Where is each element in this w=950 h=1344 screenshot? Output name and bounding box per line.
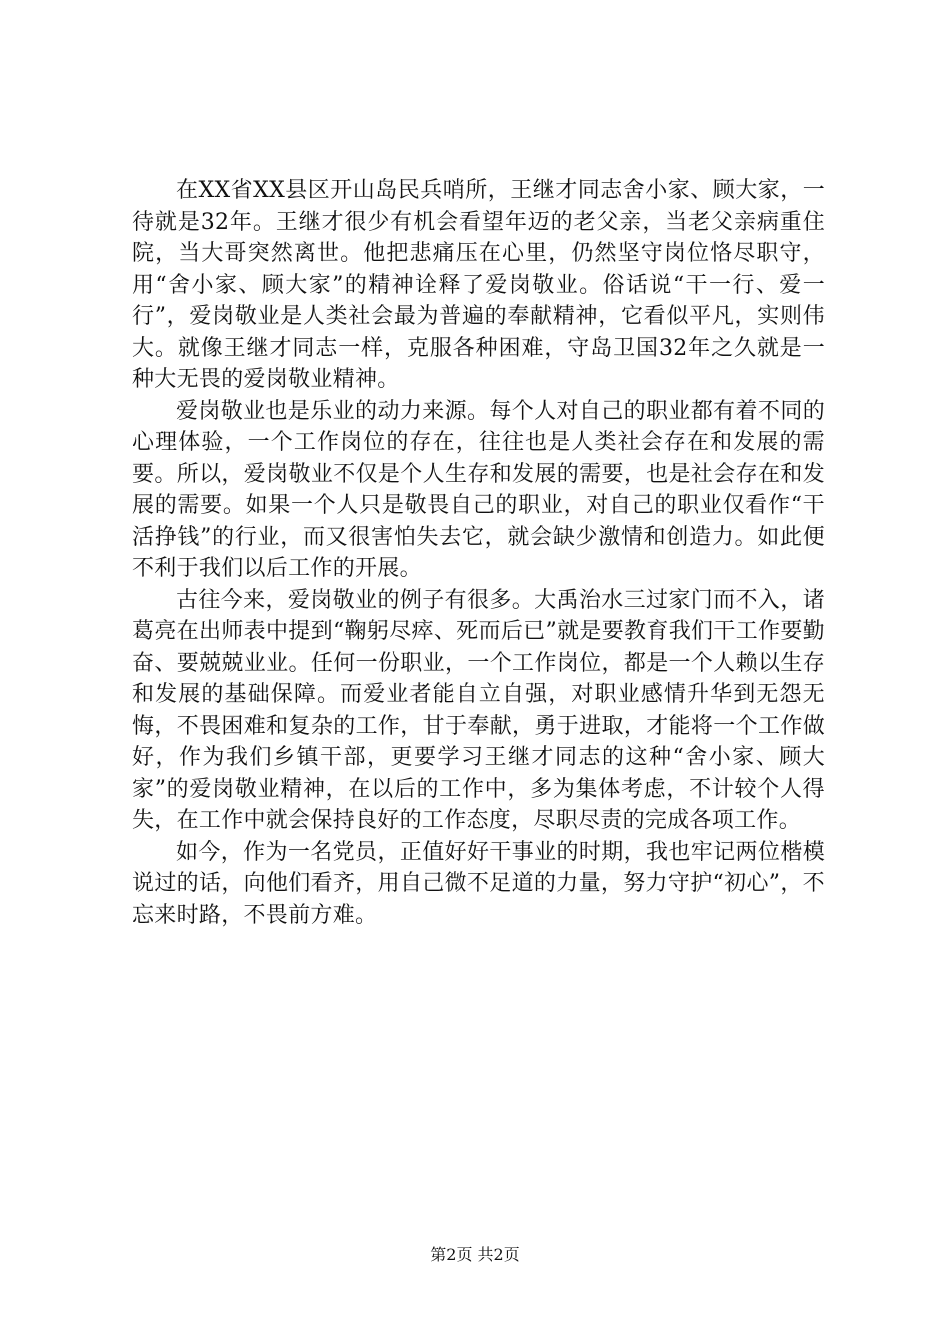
paragraph-1: 在XX省XX县区开山岛民兵哨所，王继才同志舍小家、顾大家，一待就是32年。王继才很少有机会看望年迈的老父亲，当老父亲病重住院，当大哥突然离世。他把悲痛压在心里，仍然坚守岗位恪尽职守，用“舍小家、顾大家”的精神诠释了爱岗敬业。俗话说“干一行、爱一行”，爱岗敬业是人类社会最为普遍的奉献精神，它看似平凡，实则伟大。就像王继才同志一样，克服各种困难，守岛卫国32年之久就是一种大无畏的爱岗敬业精神。: [132, 178, 825, 392]
paragraph-3: 古往今来，爱岗敬业的例子有很多。大禹治水三过家门而不入，诸葛亮在出师表中提到“鞠躬尽瘁、死而后已”就是要教育我们干工作要勤奋、要兢兢业业。任何一份职业，一个工作岗位，都是一个人赖以生存和发展的基础保障。而爱业者能自立自强，对职业感情升华到无怨无悔，不畏困难和复杂的工作，甘于奉献，勇于进取，才能将一个工作做好，作为我们乡镇干部，更要学习王继才同志的这种“舍小家、顾大家”的爱岗敬业精神，在以后的工作中，多为集体考虑，不计较个人得失，在工作中就会保持良好的工作态度，尽职尽责的完成各项工作。: [132, 587, 825, 833]
paragraph-2: 爱岗敬业也是乐业的动力来源。每个人对自己的职业都有着不同的心理体验，一个工作岗位的存在，往往也是人类社会存在和发展的需要。所以，爱岗敬业不仅是个人生存和发展的需要，也是社会存在和发展的需要。如果一个人只是敬畏自己的职业，对自己的职业仅看作“干活挣钱”的行业，而又很害怕失去它，就会缺少激情和创造力。如此便不利于我们以后工作的开展。: [132, 398, 825, 581]
paragraph-4: 如今，作为一名党员，正值好好干事业的时期，我也牢记两位楷模说过的话，向他们看齐，用自己微不足道的力量，努力守护“初心”，不忘来时路，不畏前方难。: [132, 839, 825, 928]
document-body: [132, 175, 825, 931]
page-footer: 第2页 共2页: [430, 1245, 520, 1264]
